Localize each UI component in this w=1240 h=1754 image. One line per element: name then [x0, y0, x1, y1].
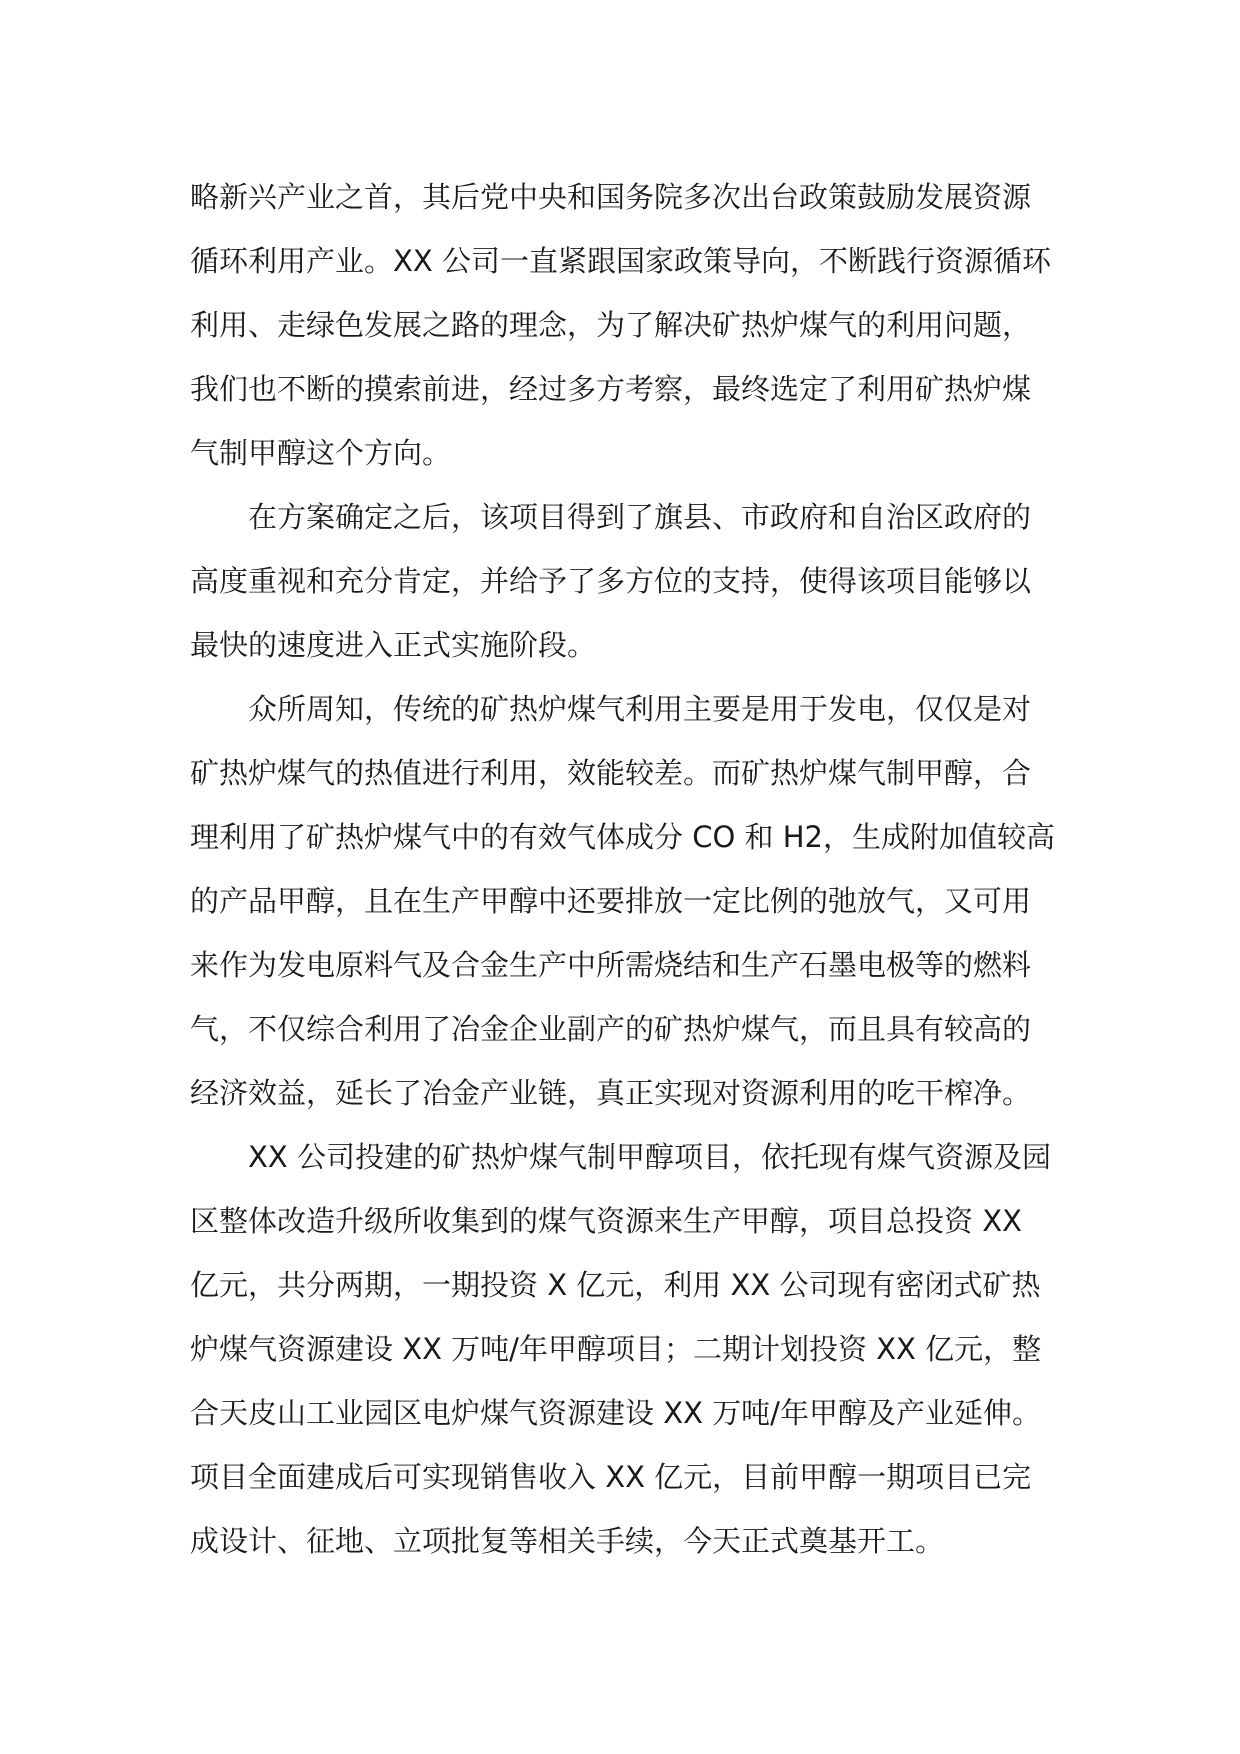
text-line: 最快的速度进入正式实施阶段。 — [190, 628, 597, 662]
text-line: 项目全面建成后可实现销售收入 XX 亿元，目前甲醇一期项目已完 — [190, 1460, 1032, 1494]
text-line: XX 公司投建的矿热炉煤气制甲醇项目，依托现有煤气资源及园 — [248, 1140, 1051, 1174]
text-line: 区整体改造升级所收集到的煤气资源来生产甲醇，项目总投资 XX — [190, 1204, 1022, 1238]
text-line: 矿热炉煤气的热值进行利用，效能较差。而矿热炉煤气制甲醇，合 — [190, 756, 1032, 790]
paragraph — [190, 677, 1070, 1125]
text-line: 理利用了矿热炉煤气中的有效气体成分 CO 和 H2，生成附加值较高 — [190, 820, 1055, 854]
text-line: 来作为发电原料气及合金生产中所需烧结和生产石墨电极等的燃料 — [190, 948, 1032, 982]
text-line: 利用、走绿色发展之路的理念，为了解决矿热炉煤气的利用问题， — [190, 308, 1032, 342]
text-line: 炉煤气资源建设 XX 万吨/年甲醇项目；二期计划投资 XX 亿元，整 — [190, 1332, 1042, 1366]
text-line: 我们也不断的摸索前进，经过多方考察，最终选定了利用矿热炉煤 — [190, 372, 1032, 406]
paragraph — [190, 485, 1070, 677]
text-line: 略新兴产业之首，其后党中央和国务院多次出台政策鼓励发展资源 — [190, 180, 1032, 214]
text-line: 经济效益，延长了冶金产业链，真正实现对资源利用的吃干榨净。 — [190, 1076, 1032, 1110]
text-line: 气制甲醇这个方向。 — [190, 436, 452, 470]
paragraph — [190, 1125, 1070, 1573]
text-line: 的产品甲醇，且在生产甲醇中还要排放一定比例的弛放气，又可用 — [190, 884, 1032, 918]
text-line: 高度重视和充分肯定，并给予了多方位的支持，使得该项目能够以 — [190, 564, 1032, 598]
text-line: 亿元，共分两期，一期投资 X 亿元，利用 XX 公司现有密闭式矿热 — [190, 1268, 1041, 1302]
text-line: 成设计、征地、立项批复等相关手续，今天正式奠基开工。 — [190, 1524, 945, 1558]
paragraph — [190, 165, 1070, 485]
text-line: 循环利用产业。XX 公司一直紧跟国家政策导向，不断践行资源循环 — [190, 244, 1051, 278]
text-line: 合天皮山工业园区电炉煤气资源建设 XX 万吨/年甲醇及产业延伸。 — [190, 1396, 1041, 1430]
text-line: 众所周知，传统的矿热炉煤气利用主要是用于发电，仅仅是对 — [248, 692, 1032, 726]
text-line: 气，不仅综合利用了冶金企业副产的矿热炉煤气，而且具有较高的 — [190, 1012, 1032, 1046]
document-body — [190, 165, 1070, 1573]
text-line: 在方案确定之后，该项目得到了旗县、市政府和自治区政府的 — [248, 500, 1032, 534]
